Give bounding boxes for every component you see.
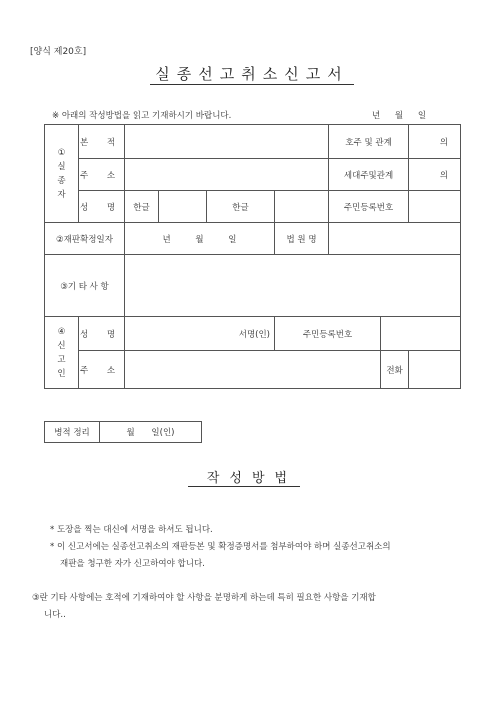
declarant-section (45, 317, 79, 389)
table-row (45, 317, 461, 351)
declarant-resident-number-label: 주민등록번호 (275, 317, 381, 351)
domicile-field[interactable] (125, 125, 329, 159)
hangul-name-field[interactable] (159, 191, 207, 223)
method-title: 작성방법 (206, 471, 298, 486)
page-title: 실종선고취소신고서 (155, 65, 349, 83)
court-field[interactable] (329, 223, 461, 255)
address-field[interactable] (125, 159, 329, 191)
other-matters-label: ③기 타 사 항 (45, 255, 125, 317)
hanja-label: 한글 (207, 191, 275, 223)
instruction-text: ※ 아래의 작성방법을 읽고 기재하시기 바랍니다. (52, 111, 232, 121)
hangul-label: 한글 (125, 191, 159, 223)
trial-date-label: ②재판확정일자 (45, 223, 125, 255)
date-field[interactable]: 년 월 일 (372, 111, 427, 121)
method-note: * 도장을 찍는 대신에 서명을 하셔도 됩니다. (50, 525, 213, 535)
method-note: 재판을 청구한 자가 신고하여야 합니다. (60, 559, 205, 569)
address-label: 주 소 (79, 159, 125, 191)
declarant-name-field[interactable]: 서명(인) (125, 317, 275, 351)
head-relation-field[interactable]: 의 (409, 125, 461, 159)
head-relation-label: 호주 및 관계 (329, 125, 409, 159)
method-note: * 이 신고서에는 실종선고취소의 재판등본 및 확정증명서를 첨부하여야 하며 실종선고취소의 (50, 542, 391, 552)
title-underline (150, 84, 354, 85)
office-record-field[interactable]: 월 일(인) (126, 428, 175, 438)
declarant-name-label: 성 명 (79, 317, 125, 351)
phone-field[interactable] (409, 351, 461, 389)
form-number: [양식 제20호] (30, 47, 87, 57)
table-row (45, 159, 461, 191)
court-label: 법 원 명 (275, 223, 329, 255)
method-note: 니다.. (44, 610, 66, 620)
declarant-address-label: 주 소 (79, 351, 125, 389)
householder-relation-field[interactable]: 의 (409, 159, 461, 191)
table-row (45, 255, 461, 317)
hanja-name-field[interactable] (275, 191, 329, 223)
declarant-resident-number-field[interactable] (381, 317, 461, 351)
name-label: 성 명 (79, 191, 125, 223)
missing-person-label: ① 실 종 자 (57, 147, 66, 200)
missing-person-section (45, 125, 79, 223)
method-underline (188, 486, 300, 487)
resident-number-label: 주민등록번호 (329, 191, 409, 223)
declarant-address-field[interactable] (125, 351, 381, 389)
method-note: ③란 기타 사항에는 호적에 기재하여야 할 사항을 분명하게 하는데 특히 필요한 사항을 기재합 (32, 593, 376, 603)
domicile-label: 본 적 (79, 125, 125, 159)
trial-date-field[interactable]: 년 월 일 (125, 223, 275, 255)
report-form-table (44, 124, 461, 389)
table-row (45, 125, 461, 159)
resident-number-field[interactable] (409, 191, 461, 223)
table-row (45, 223, 461, 255)
phone-label: 전화 (381, 351, 409, 389)
householder-relation-label: 세대주및관계 (329, 159, 409, 191)
office-record-box (44, 421, 202, 443)
table-row (45, 191, 461, 223)
other-matters-field[interactable] (125, 255, 461, 317)
office-record-label: 병적 정리 (45, 422, 100, 442)
declarant-label: ④ 신 고 인 (57, 326, 66, 379)
table-row (45, 351, 461, 389)
